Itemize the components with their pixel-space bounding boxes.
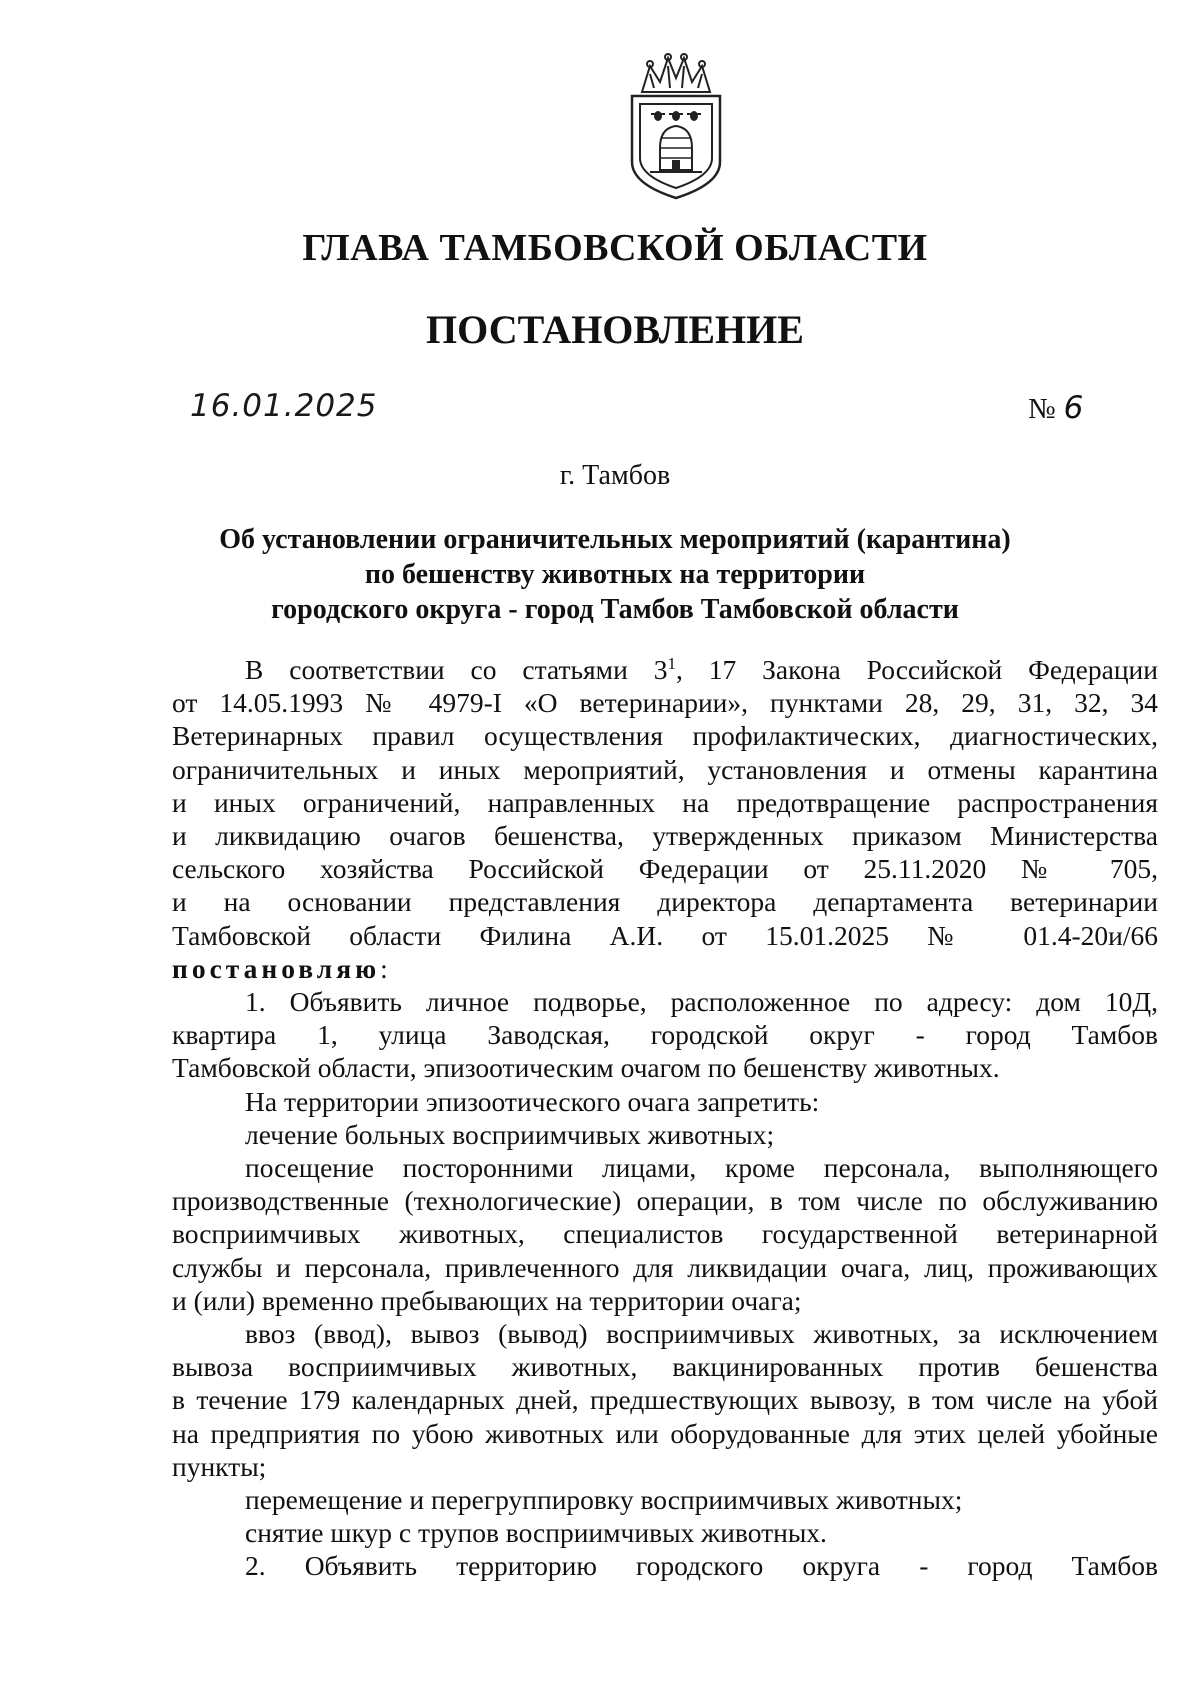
authority-heading: ГЛАВА ТАМБОВСКОЙ ОБЛАСТИ [302, 227, 928, 269]
item-2-line: 2. Объявить территорию городского округа - город Тамбов [245, 1550, 1158, 1582]
preamble-line: и ликвидацию очагов бешенства, утвержденных приказом Министерства [172, 820, 1158, 852]
prohibit-item: лечение больных восприимчивых животных; [245, 1118, 775, 1150]
preamble-line: от 14.05.1993 № 4979-I «О ветеринарии», пунктами 28, 29, 31, 32, 34 [172, 687, 1158, 719]
title-line: Об установлении ограничительных мероприятий (карантина) [219, 524, 1011, 555]
prohibit-item-line: ввоз (ввод), вывоз (вывод) восприимчивых животных, за исключением [245, 1318, 1158, 1350]
prohibit-intro: На территории эпизоотического очага запретить: [245, 1085, 820, 1117]
number-label: № [1028, 393, 1056, 425]
prohibit-item-line: вывоза восприимчивых животных, вакцинированных против бешенства [172, 1351, 1158, 1383]
prohibit-item: снятие шкур с трупов восприимчивых животных. [245, 1517, 827, 1549]
preamble-line: сельского хозяйства Российской Федерации от 25.11.2020 № 705, [172, 853, 1158, 885]
preamble-line: Ветеринарных правил осуществления профилактических, диагностических, [172, 720, 1158, 752]
prohibit-item: перемещение и перегруппировку восприимчивых животных; [245, 1484, 963, 1516]
document-number [1028, 390, 1083, 426]
prohibit-item-line: на предприятия по убою животных или оборудованные для этих целей убойные [172, 1417, 1158, 1449]
prohibit-item-line: пункты; [172, 1450, 267, 1482]
resolve-line: постановляю: [172, 952, 388, 984]
title-line: по бешенству животных на территории [364, 559, 866, 590]
document-title [0, 522, 1200, 627]
document-type-heading: ПОСТАНОВЛЕНИЕ [426, 307, 804, 352]
resolve-word: постановляю [172, 952, 381, 984]
prohibit-item-line: восприимчивых животных, специалистов государственной ветеринарной [172, 1218, 1158, 1250]
prohibit-item-line: посещение посторонними лицами, кроме персонала, выполняющего [245, 1152, 1158, 1184]
superscript: 1 [667, 653, 676, 673]
preamble-line: Тамбовской области Филина А.И. от 15.01.2025 № 01.4-20и/66 [172, 919, 1158, 951]
coat-of-arms-emblem [620, 52, 732, 202]
preamble-line: ограничительных и иных мероприятий, установления и отмены карантина [172, 753, 1158, 785]
item-1-line: Тамбовской области, эпизоотическим очагом по бешенству животных. [172, 1052, 1000, 1084]
preamble-line: В соответствии со статьями $3^1$, 17 Закона Российской Федерации [245, 653, 1158, 685]
prohibit-item-line: и (или) временно пребывающих на территории очага; [172, 1284, 802, 1316]
document-body [172, 653, 1158, 1583]
number-value: 6 [1063, 390, 1084, 426]
prohibit-item-line: производственные (технологические) операции, в том числе по обслуживанию [172, 1185, 1158, 1217]
document-date: 16.01.2025 [190, 388, 378, 424]
prohibit-item-line: службы и персонала, привлеченного для ликвидации очага, лиц, проживающих [172, 1251, 1158, 1283]
prohibit-item-line: в течение 179 календарных дней, предшествующих вывозу, в том числе на убой [172, 1384, 1158, 1416]
title-line: городского округа - город Тамбов Тамбовской области [271, 594, 959, 625]
city-line: г. Тамбов [559, 460, 671, 491]
preamble-line: и на основании представления директора департамента ветеринарии [172, 886, 1158, 918]
item-1-line: 1. Объявить личное подворье, расположенное по адресу: дом 10Д, [245, 986, 1158, 1018]
preamble-line: и иных ограничений, направленных на предотвращение распространения [172, 786, 1158, 818]
item-1-line: квартира 1, улица Заводская, городской округ - город Тамбов [172, 1019, 1158, 1051]
